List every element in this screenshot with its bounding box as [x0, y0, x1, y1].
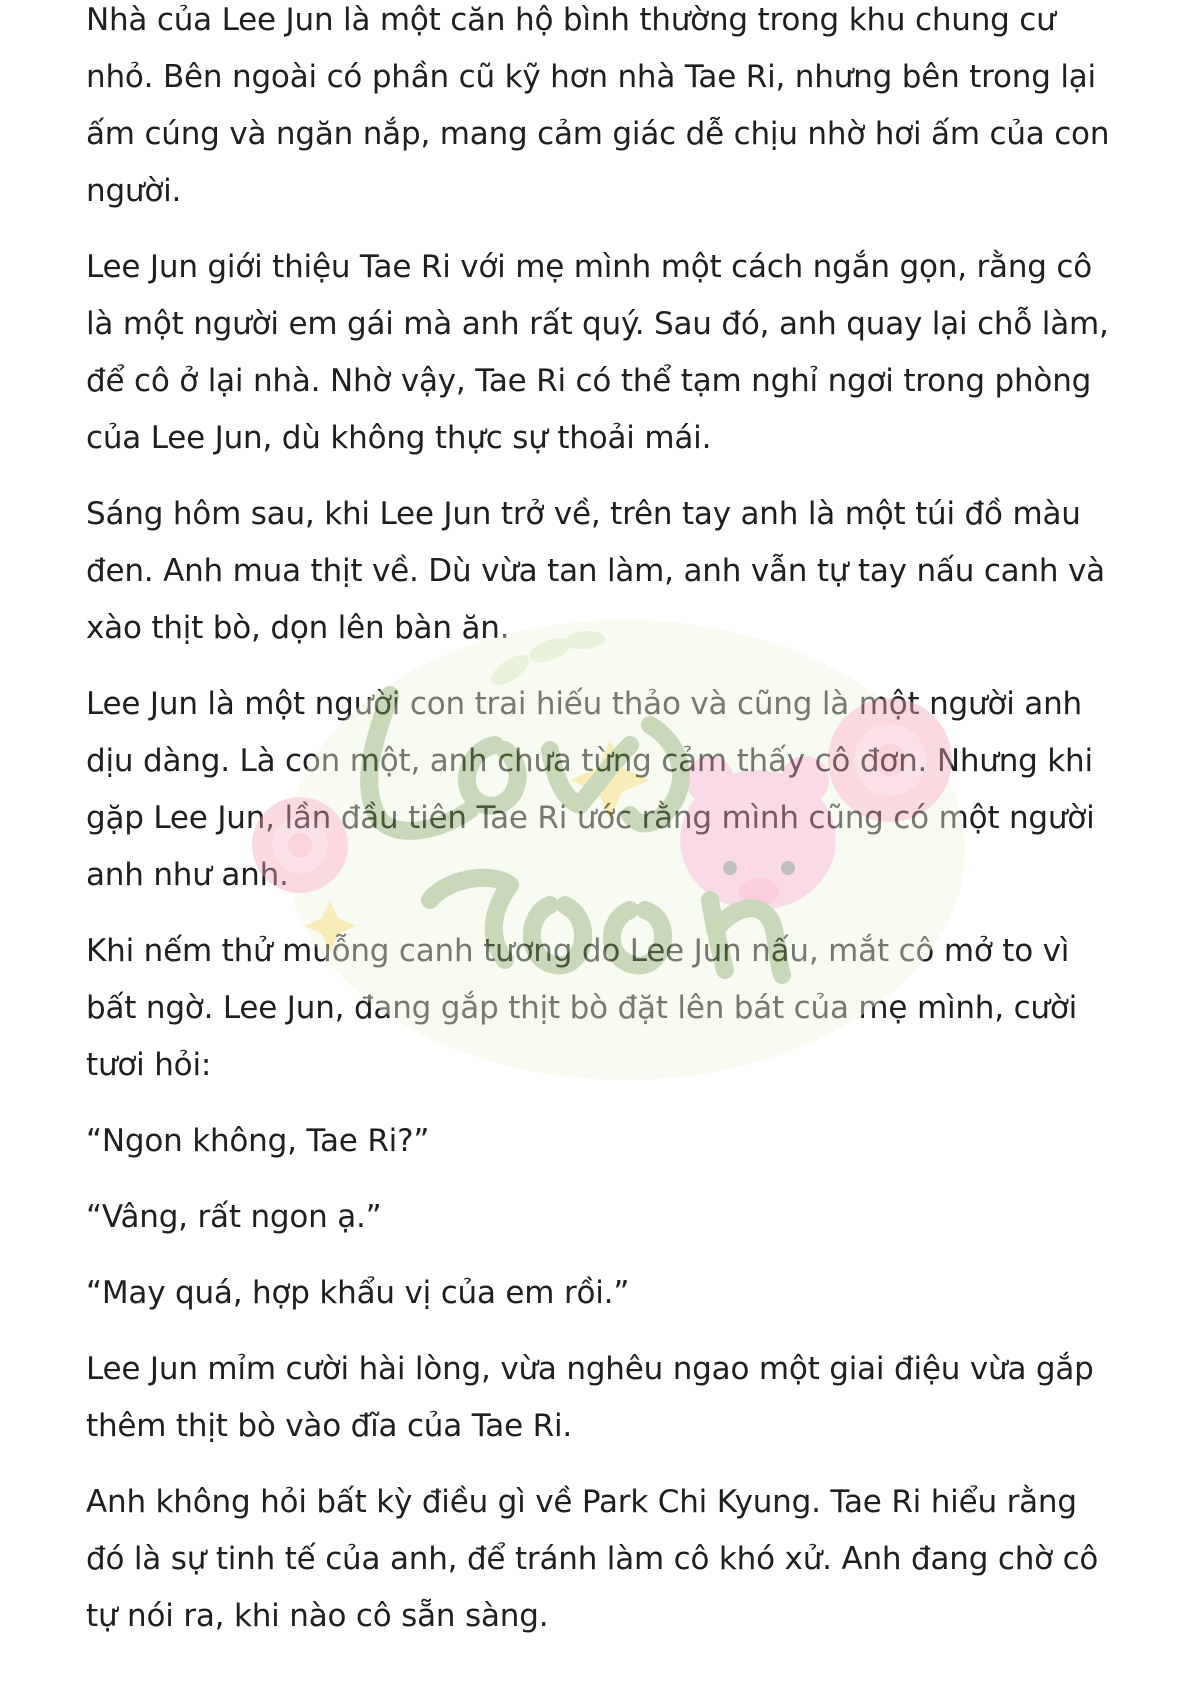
- paragraph-2: Lee Jun giới thiệu Tae Ri với mẹ mình một cách ngắn gọn, rằng cô là một người em gái mà anh rất quý. Sau đó, anh quay lại chỗ làm, để cô ở lại nhà. Nhờ vậy, Tae Ri có thể tạm nghỉ ngơi trong phòng của Lee Jun, dù không thực sự thoải mái.: [86, 249, 1109, 456]
- paragraph-9: Lee Jun mỉm cười hài lòng, vừa nghêu ngao một giai điệu vừa gắp thêm thịt bò vào đĩa của Tae Ri.: [86, 1351, 1094, 1444]
- dialogue-2: “Vâng, rất ngon ạ.”: [86, 1199, 382, 1235]
- paragraph-10: Anh không hỏi bất kỳ điều gì về Park Chi Kyung. Tae Ri hiểu rằng đó là sự tinh tế của anh, để tránh làm cô khó xử. Anh đang chờ cô tự nói ra, khi nào cô sẵn sàng.: [86, 1484, 1099, 1634]
- dialogue-1: “Ngon không, Tae Ri?”: [86, 1123, 430, 1159]
- chapter-text: [86, 0, 1116, 1664]
- dialogue-3: “May quá, hợp khẩu vị của em rồi.”: [86, 1275, 630, 1311]
- paragraph-5: Khi nếm thử muỗng canh tương do Lee Jun nấu, mắt cô mở to vì bất ngờ. Lee Jun, đang gắp thịt bò đặt lên bát của mẹ mình, cười tươi hỏi:: [86, 933, 1078, 1083]
- paragraph-4: Lee Jun là một người con trai hiếu thảo và cũng là một người anh dịu dàng. Là con một, anh chưa từng cảm thấy cô đơn. Nhưng khi gặp Lee Jun, lần đầu tiên Tae Ri ước rằng mình cũng có một người anh như anh.: [86, 686, 1095, 893]
- paragraph-1: Nhà của Lee Jun là một căn hộ bình thường trong khu chung cư nhỏ. Bên ngoài có phần cũ kỹ hơn nhà Tae Ri, nhưng bên trong lại ấm cúng và ngăn nắp, mang cảm giác dễ chịu nhờ hơi ấm của con người.: [86, 2, 1110, 209]
- paragraph-3: Sáng hôm sau, khi Lee Jun trở về, trên tay anh là một túi đồ màu đen. Anh mua thịt về. Dù vừa tan làm, anh vẫn tự tay nấu canh và xào thịt bò, dọn lên bàn ăn.: [86, 496, 1105, 646]
